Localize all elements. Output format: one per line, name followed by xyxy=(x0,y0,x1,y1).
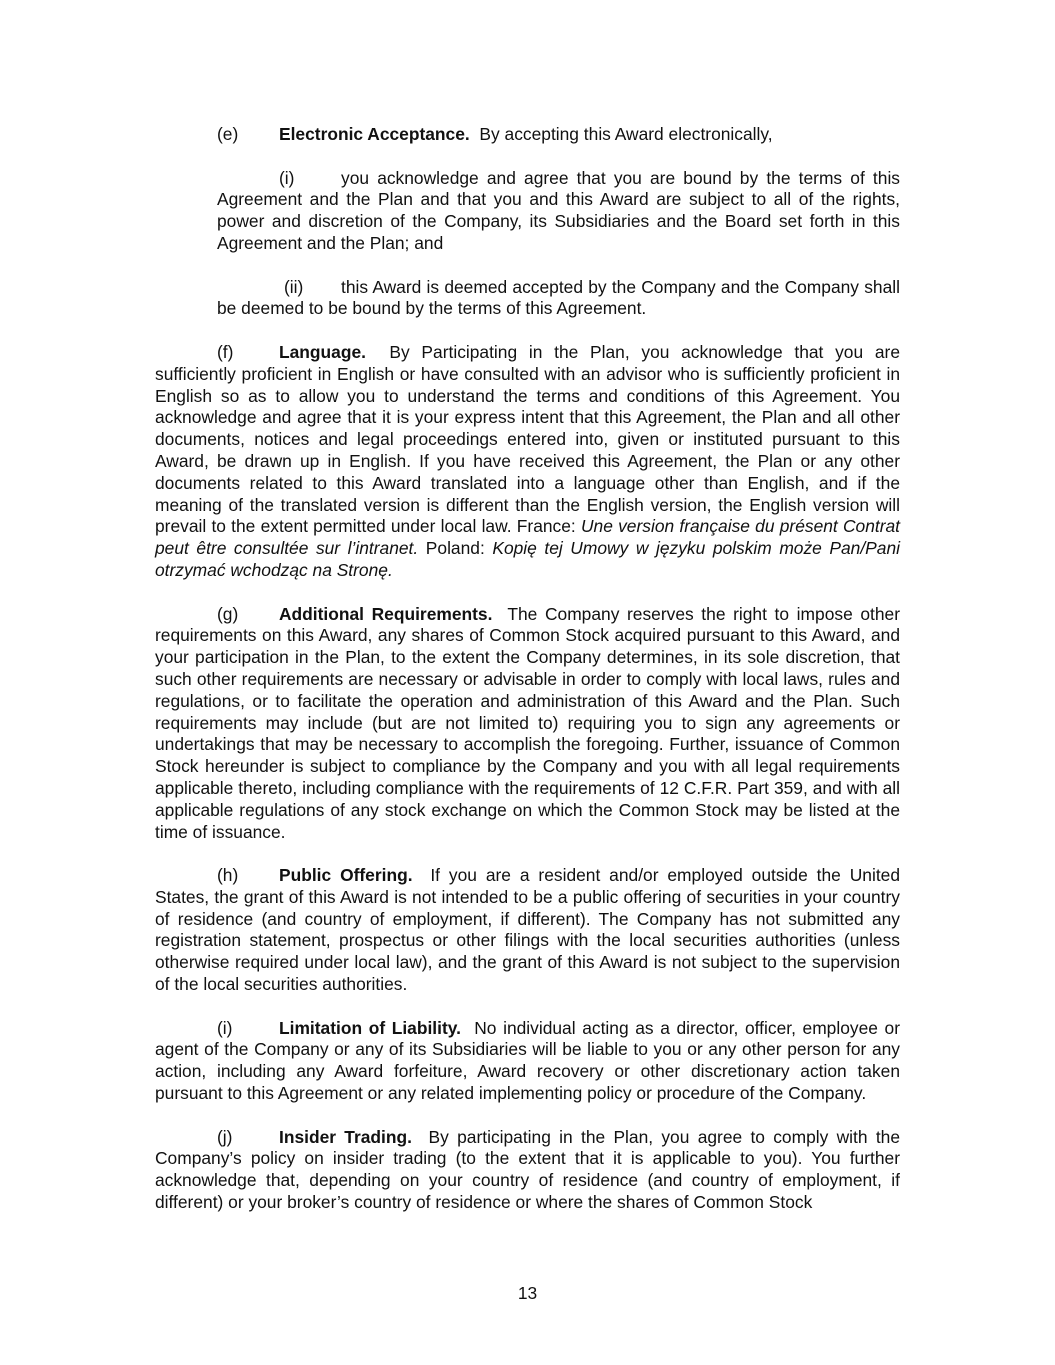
section-e-sub-ii-label: (ii) xyxy=(284,276,304,297)
section-j-text: By participating in the Plan, you agree to comply with the Company’s policy on insider trading (to the extent that it is applicable to you). You further acknowledge that, depending on your country of residence (and country of employment, if different) or your broker’s country of residence or where the shares of Common Stock xyxy=(155,1126,900,1213)
section-f-text: By Participating in the Plan, you acknowledge that you are sufficiently proficient in English or have consulted with an advisor who is sufficiently proficient in English so as to allow you to understand the terms and conditions of this Agreement. You acknowledge and agree that it is your express intent that this Agreement, the Plan and all other documents, notices and legal proceedings entered into, given or instituted pursuant to this Award, be drawn up in English. If you have received this Agreement, the Plan or any other documents related to this Award translated into a language other than English, and if the meaning of the translated version is different than the English version, the English version will prevail to the extent permitted under local law. xyxy=(155,341,900,537)
poland-text: Kopię tej Umowy w języku polskim może Pan/Pani otrzymać wchodząc na Stronę. xyxy=(155,538,900,580)
section-e-sub-i-label: (i) xyxy=(279,167,295,188)
section-e-heading: Electronic Acceptance. xyxy=(279,124,470,144)
section-e-text: By accepting this Award electronically, xyxy=(479,124,773,144)
section-j-label: (j) xyxy=(217,1126,233,1147)
section-i xyxy=(155,1018,900,1105)
section-e-sub-i xyxy=(217,168,900,255)
section-e-label: (e) xyxy=(217,124,239,144)
poland-label: Poland: xyxy=(425,538,485,559)
section-f xyxy=(155,342,900,582)
section-e xyxy=(217,124,900,146)
section-e-sub-i-text: you acknowledge and agree that you are bound by the terms of this Agreement and the Plan and that you and this Award are subject to all of the rights, power and discretion of the Company, its Subsidiaries and the Board set forth in this Agreement and the Plan; and xyxy=(217,167,900,253)
section-g-text: The Company reserves the right to impose other requirements on this Award, any shares of Common Stock acquired pursuant to this Award, and your participation in the Plan, to the extent the Company determines, in its sole discretion, that such other requirements are necessary or advisable in order to comply with local laws, rules and regulations, or to facilitate the operation and administration of this Award and the Plan. Such requirements may include (but are not limited to) requiring you to sign any agreements or undertakings that may be necessary to accomplish the foregoing. Further, issuance of Common Stock hereunder is subject to compliance by the Company and you with all legal requirements applicable thereto, including compliance with the requirements of 12 C.F.R. Part 359, and with all applicable regulations of any stock exchange on which the Common Stock may be listed at the time of issuance. xyxy=(155,603,900,842)
section-g xyxy=(155,604,900,844)
section-i-text: No individual acting as a director, officer, employee or agent of the Company or any of its Subsidiaries will be liable to you or any other person for any action, including any Award forfeiture, Award recovery or other discretionary action taken pursuant to this Agreement or any related implementing policy or procedure of the Company. xyxy=(155,1017,901,1104)
section-h-text: If you are a resident and/or employed outside the United States, the grant of this Award is not intended to be a public offering of securities in your country of residence (and country of employment, if different). The Company has not submitted any registration statement, prospectus or other filings with the local securities authorities (unless otherwise required under local law), and the grant of this Award is not subject to the supervision of the local securities authorities. xyxy=(155,865,900,995)
section-i-heading: Limitation of Liability. xyxy=(279,1017,461,1038)
section-h-label: (h) xyxy=(217,865,239,886)
section-j-heading: Insider Trading. xyxy=(279,1126,412,1147)
section-g-heading: Additional Requirements. xyxy=(279,603,493,624)
section-e-sub-ii-text: this Award is deemed accepted by the Company and the Company shall be deemed to be bound by the terms of this Agreement. xyxy=(217,276,900,319)
section-g-label: (g) xyxy=(217,603,239,624)
page-number: 13 xyxy=(517,1283,538,1303)
section-f-label: (f) xyxy=(217,341,234,362)
section-h xyxy=(155,865,900,996)
document-page xyxy=(155,124,900,1236)
france-text: Une version française du présent Contrat peut être consultée sur l’intranet. xyxy=(155,516,900,559)
section-e-sub-ii xyxy=(217,277,900,321)
section-h-heading: Public Offering. xyxy=(279,865,413,886)
france-label: France: xyxy=(516,516,576,537)
section-j xyxy=(155,1127,900,1214)
section-i-label: (i) xyxy=(217,1017,233,1038)
section-f-heading: Language. xyxy=(279,341,366,362)
